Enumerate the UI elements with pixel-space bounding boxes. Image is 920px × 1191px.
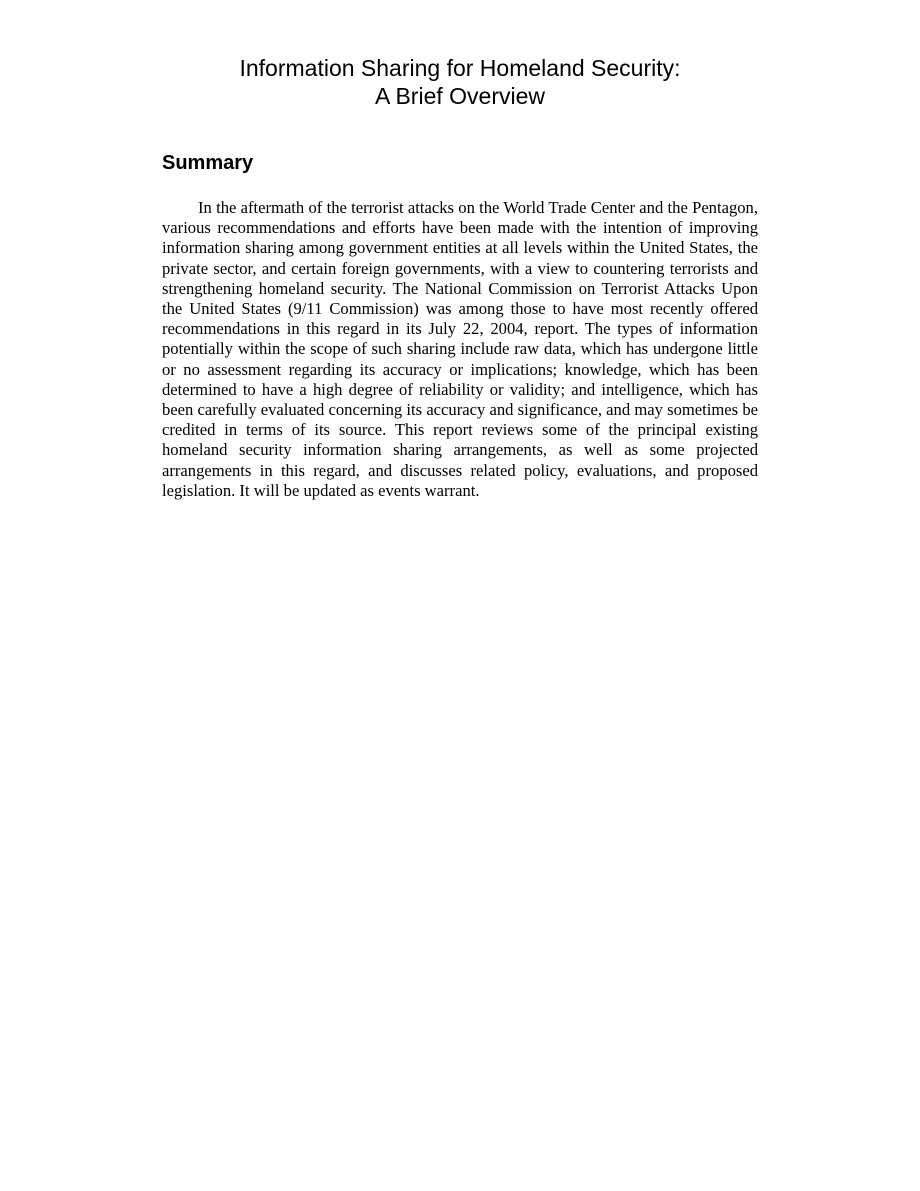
summary-heading: Summary [162, 152, 254, 174]
document-title [162, 54, 758, 110]
title-line-1: Information Sharing for Homeland Security: [239, 55, 681, 81]
summary-paragraph: In the aftermath of the terrorist attacks on the World Trade Center and the Pentagon, various recommendations and efforts have been made with the intention of improving information sharing among government entities at all levels within the United States, the private sector, and certain foreign governments, with a view to countering terrorists and strengthening homeland security. The National Commission on Terrorist Attacks Upon the United States (9/11 Commission) was among those to have most recently offered recommendations in this regard in its July 22, 2004, report. The types of information potentially within the scope of such sharing include raw data, which has undergone little or no assessment regarding its accuracy or implications; knowledge, which has been determined to have a high degree of reliability or validity; and intelligence, which has been carefully evaluated concerning its accuracy and significance, and may sometimes be credited in terms of its source. This report reviews some of the principal existing homeland security information sharing arrangements, as well as some projected arrangements in this regard, and discusses related policy, evaluations, and proposed legislation. It will be updated as events warrant. [162, 198, 758, 500]
document-page [162, 54, 758, 501]
title-line-2: A Brief Overview [375, 83, 545, 109]
